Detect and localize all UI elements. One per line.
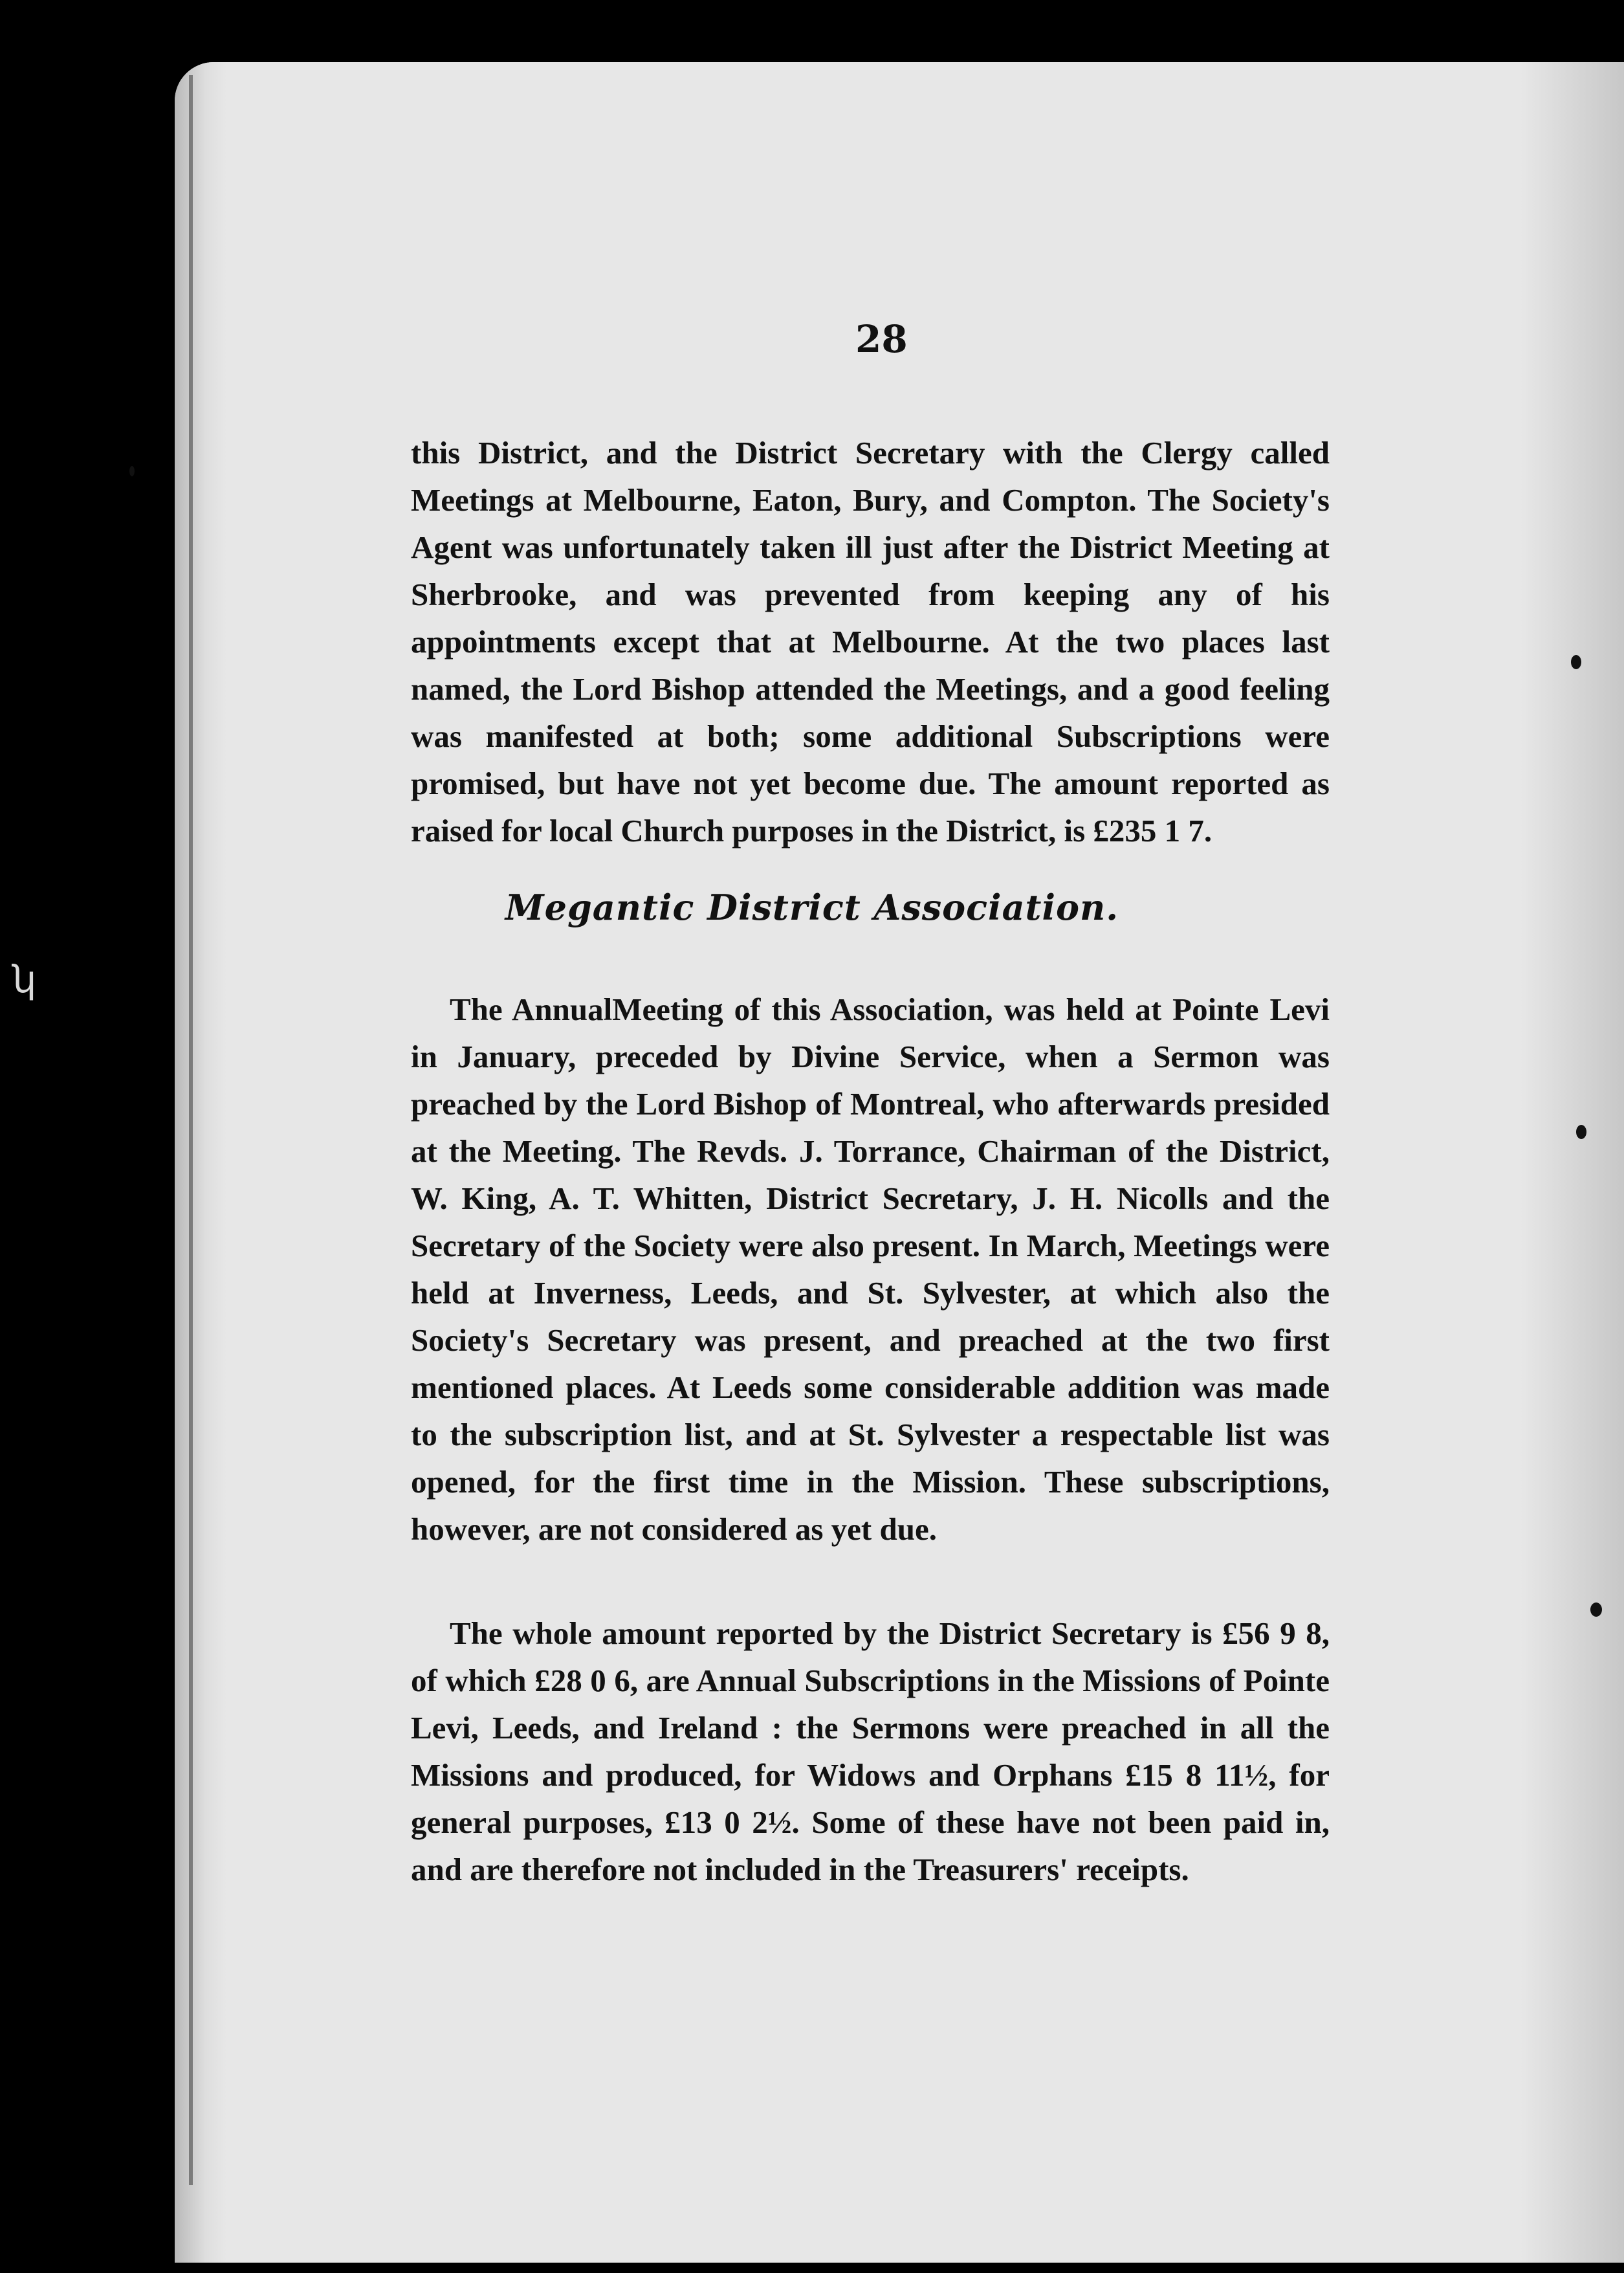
margin-dot <box>129 466 135 476</box>
page-fold-shadow <box>175 62 226 2263</box>
margin-dot <box>1576 1125 1586 1139</box>
margin-dot <box>1571 655 1581 669</box>
paragraph-annual-meeting: The AnnualMeeting of this Association, was held at Pointe Levi in January, preceded by Divine Service, when a Sermon was preached by the Lord Bishop of Montreal, who afterwards presided at the Meeting. The Revds. J. Torrance, Chairman of the District, W. King, A. T. Whitten, District Secretary, J. H. Nicolls and the Secretary of the Society were also present. In March, Meetings were held at Inverness, Leeds, and St. Sylvester, at which also the Society's Secretary was present, and preached at the two first mentioned places. At Leeds some considerable addition was made to the subscription list, and at St. Sylvester a respectable list was opened, for the first time in the Mission. These subscriptions, however, are not considered as yet due. <box>411 992 1330 1547</box>
margin-ink-mark: ʮ <box>12 957 37 1001</box>
page-inner-shadow <box>1520 62 1624 2263</box>
paragraph-continuation: this District, and the District Secretary with the Clergy called Meetings at Melbourne, Eaton, Bury, and Compton. The Society's Agent was unfortunately taken ill just after the District Meeting at Sherbrooke, and was prevented from keeping any of his appointments except that at Melbourne. At the two places last named, the Lord Bishop attended the Meetings, and a good feeling was manifested at both; some additional Subscriptions were promised, but have not yet become due. The amount reported as raised for local Church purposes in the District, is £235 1 7. <box>411 435 1330 848</box>
paragraph-amount-reported: The whole amount reported by the District Secretary is £56 9 8, of which £28 0 6, are Annual Subscriptions in the Missions of Pointe Levi, Leeds, and Ireland : the Sermons were preached in all the Missions and produced, for Widows and Orphans £15 8 11½, for general purposes, £13 0 2½. Some of these have not been paid in, and are therefore not included in the Treasurers' receipts. <box>411 1615 1330 1887</box>
section-heading: Megantic District Association. <box>505 887 1119 928</box>
page-edge-rule <box>189 75 193 2185</box>
margin-dot <box>1590 1602 1602 1617</box>
page-number: 28 <box>855 317 908 361</box>
